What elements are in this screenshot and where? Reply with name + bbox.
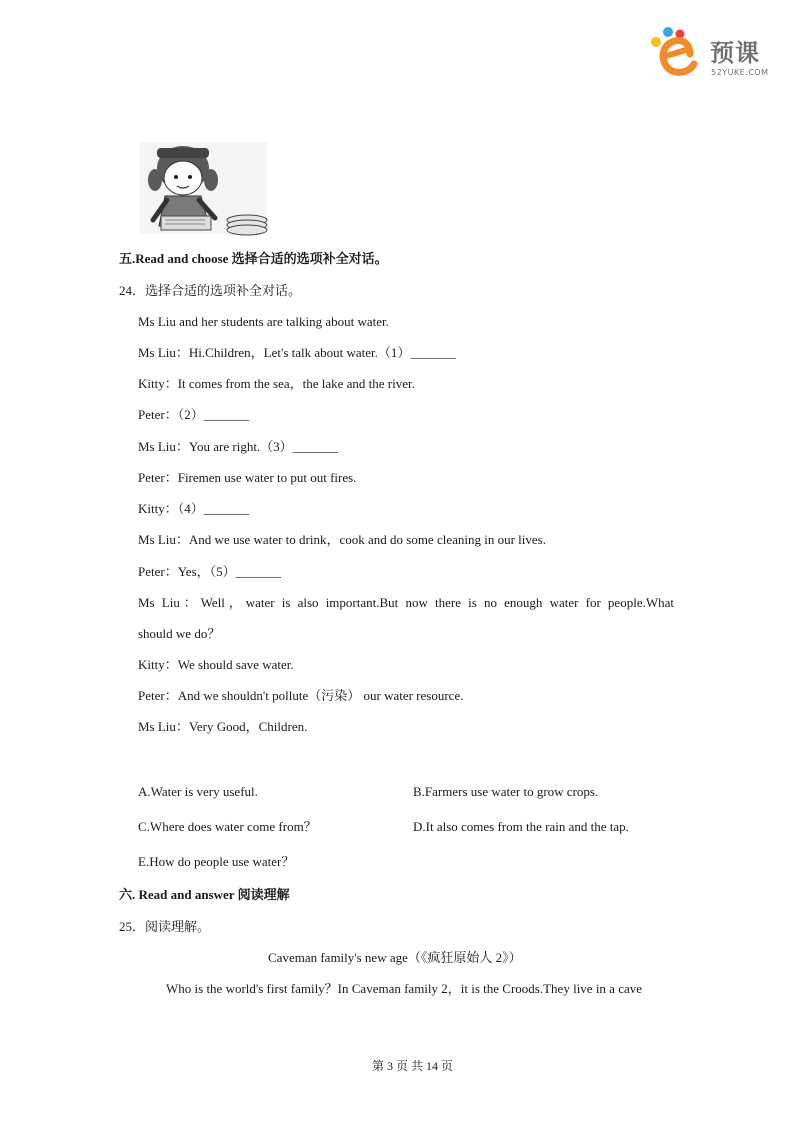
logo-domain-text: 52YUKE.COM xyxy=(711,68,769,77)
passage-first-line: Who is the world's first family？In Caveman family 2，it is the Croods.They live in a cave xyxy=(166,981,643,996)
option-e: E.How do people use water？ xyxy=(138,854,295,869)
dialogue-line: should we do？ xyxy=(138,626,221,641)
section-6-heading: 六. Read and answer 阅读理解 xyxy=(119,887,290,902)
option-a: A.Water is very useful. xyxy=(138,784,258,799)
page-number: 第 3 页 共 14 页 xyxy=(372,1059,454,1073)
dialogue-line: Ms Liu and her students are talking about water. xyxy=(138,314,389,329)
dialogue-line: Ms Liu：You are right.（3）_______ xyxy=(138,439,339,454)
dialogue-line: Kitty：It comes from the sea，the lake and the river. xyxy=(138,376,415,391)
dialogue-line: Kitty：（4）_______ xyxy=(138,501,250,516)
girl-cleaning-illustration xyxy=(135,140,275,238)
dialogue-line: Kitty：We should save water. xyxy=(138,657,294,672)
dialogue-line: Peter：And we shouldn't pollute（污染） our water resource. xyxy=(138,688,464,703)
section-5-heading: 五.Read and choose 选择合适的选项补全对话。 xyxy=(119,251,388,266)
dialogue-line: Peter：（2）_______ xyxy=(138,407,250,422)
dialogue-line: Ms Liu：Very Good，Children. xyxy=(138,719,308,734)
logo-brand-text: 预课 xyxy=(710,39,760,67)
dialogue-line: Ms Liu：Hi.Children，Let's talk about water.（1）_______ xyxy=(138,345,456,360)
option-b: B.Farmers use water to grow crops. xyxy=(413,784,599,799)
dialogue-line: Ms Liu：And we use water to drink，cook and do some cleaning in our lives. xyxy=(138,532,546,547)
option-c: C.Where does water come from？ xyxy=(138,819,317,834)
question-25: 25．阅读理解。 xyxy=(119,919,211,934)
dialogue-line: Peter：Yes，（5）_______ xyxy=(138,564,282,579)
passage-title: Caveman family's new age（《疯狂原始人 2》） xyxy=(268,950,522,965)
option-d: D.It also comes from the rain and the tap. xyxy=(413,819,629,834)
yuke-logo-icon xyxy=(646,24,710,78)
question-24: 24．选择合适的选项补全对话。 xyxy=(119,283,302,298)
dialogue-line: Peter：Firemen use water to put out fires. xyxy=(138,470,357,485)
dialogue-line: Ms Liu：Well，water is also important.But now there is no enough water for people.What xyxy=(138,595,674,610)
